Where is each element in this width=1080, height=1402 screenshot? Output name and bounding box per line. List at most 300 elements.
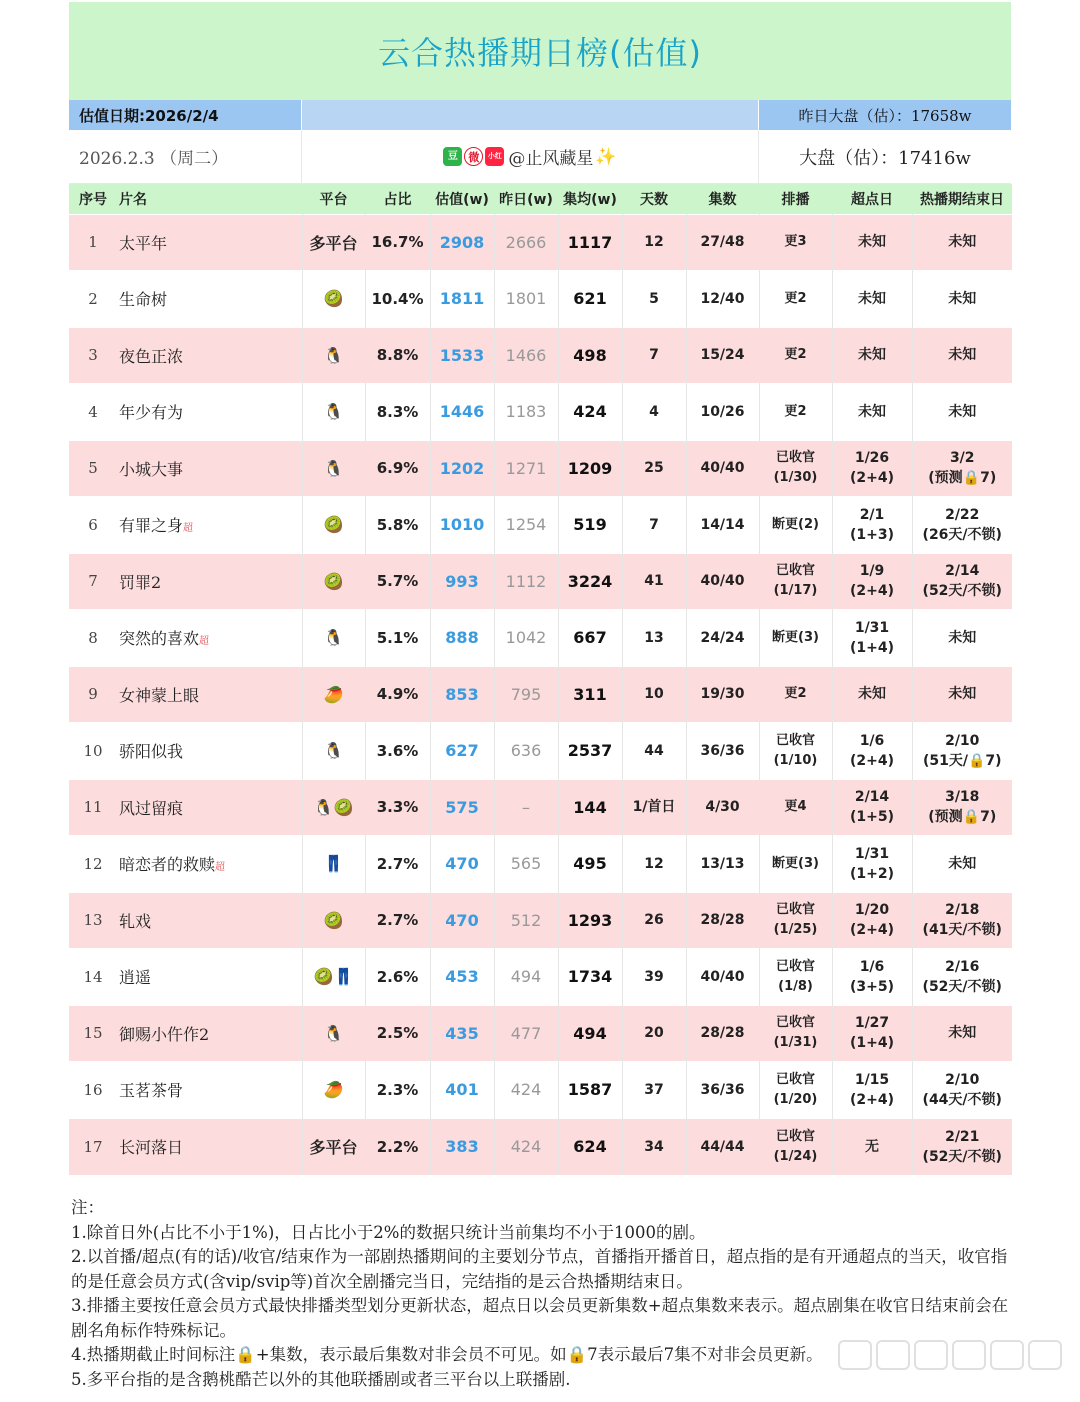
rank-number-text: 16: [83, 1080, 103, 1099]
share-ratio: [365, 1005, 430, 1062]
rank-number: [69, 1005, 117, 1062]
yesterday-value-text: 1183: [505, 402, 547, 422]
show-name: [117, 1005, 302, 1062]
days-count-text: 12: [644, 855, 664, 872]
note-line: 注：: [71, 1198, 104, 1217]
episode-average-text: 519: [573, 515, 607, 535]
share-ratio: [365, 214, 430, 271]
yesterday-value-text: 2666: [505, 232, 547, 252]
schedule-status-text: 更4: [784, 799, 807, 815]
share-ratio-text: 2.6%: [376, 967, 419, 986]
days-count-text: 1/首日: [632, 799, 676, 816]
episode-average-text: 1117: [567, 232, 613, 252]
hot-period-end: [912, 892, 1012, 949]
show-name: [117, 553, 302, 610]
hot-period-end-text: (52天/不锁): [922, 978, 1002, 995]
rank-number: [69, 214, 117, 271]
episode-count-text: 36/36: [700, 1081, 745, 1098]
platform-icon: [302, 723, 365, 780]
episode-average: [558, 327, 622, 384]
show-name-text: 轧戏: [119, 911, 152, 931]
days-count-text: 7: [649, 347, 659, 364]
estimate-value-text: 1533: [439, 345, 485, 365]
yesterday-value-text: 1254: [505, 515, 547, 535]
yesterday-value: [494, 610, 558, 667]
hot-period-end-text: 2/22: [945, 506, 980, 523]
estimate-value: [430, 723, 494, 780]
schedule-status-text: (1/8): [778, 978, 813, 994]
platform-icon-text: 🐧: [323, 628, 344, 648]
column-header: 平台: [319, 191, 348, 208]
share-ratio: [365, 440, 430, 497]
broadcast-date: 2026.2.3 （周二）: [79, 149, 229, 169]
hot-period-end-text: 2/10: [945, 1071, 980, 1088]
hot-period-end-text: 未知: [948, 855, 977, 872]
super-point-date-text: (2+4): [849, 583, 894, 600]
yesterday-value: [494, 440, 558, 497]
yesterday-market: 昨日大盘（估）：17658w: [798, 106, 972, 125]
episode-count: [686, 497, 759, 554]
super-point-date-text: 2/1: [859, 506, 885, 523]
platform-icon-text: 👖: [323, 854, 344, 874]
schedule-status-text: 更3: [784, 234, 807, 250]
episode-count-text: 28/28: [700, 912, 745, 929]
episode-count-text: 44/44: [700, 1138, 745, 1155]
days-count: [622, 497, 686, 554]
super-point-date-text: 1/6: [859, 958, 885, 975]
author-credit: [301, 130, 759, 183]
meta-row: [69, 130, 1011, 184]
schedule-status: [759, 271, 832, 328]
yesterday-value: [494, 666, 558, 723]
episode-count: [686, 1062, 759, 1119]
platform-icon: [302, 384, 365, 441]
episode-average-text: 495: [573, 854, 607, 874]
hot-period-end: [912, 1005, 1012, 1062]
show-name: [117, 779, 302, 836]
super-point-date: [832, 1005, 912, 1062]
yesterday-value: [494, 779, 558, 836]
table-row: [69, 327, 1012, 384]
share-ratio: [365, 892, 430, 949]
super-point-date: [832, 440, 912, 497]
days-count-text: 13: [644, 629, 664, 646]
days-count: [622, 836, 686, 893]
table-row: [69, 497, 1012, 554]
note-line: 4.热播期截止时间标注🔒+集数，表示最后集数对非会员不可见。如🔒7表示最后7集不对非会员更新。: [71, 1345, 823, 1364]
show-name: [117, 666, 302, 723]
show-name: [117, 1118, 302, 1175]
episode-average: [558, 836, 622, 893]
schedule-status: [759, 384, 832, 441]
episode-count: [686, 1005, 759, 1062]
episode-count: [686, 327, 759, 384]
platform-icon: [302, 1118, 365, 1175]
schedule-status-text: 更2: [784, 347, 807, 363]
episode-count-text: 27/48: [700, 234, 745, 251]
column-header: 集数: [708, 191, 737, 208]
watermark: [838, 1338, 1072, 1372]
super-point-date: [832, 666, 912, 723]
hot-period-end-text: 未知: [948, 403, 977, 420]
rank-number: [69, 666, 117, 723]
rank-number: [69, 271, 117, 328]
episode-count-text: 40/40: [700, 573, 745, 590]
rank-number-text: 5: [88, 459, 98, 478]
estimate-value: [430, 384, 494, 441]
column-header: 序号: [79, 191, 107, 208]
show-name-text: 太平年: [119, 233, 168, 253]
show-name-text: 暗恋者的救赎: [119, 855, 216, 875]
platform-icon: [302, 779, 365, 836]
estimate-value-text: 470: [445, 854, 479, 874]
super-point-date: [832, 949, 912, 1006]
episode-count: [686, 440, 759, 497]
yesterday-value-text: 1466: [505, 345, 547, 365]
share-ratio-text: 2.3%: [376, 1080, 419, 1099]
hot-period-end: [912, 779, 1012, 836]
share-ratio-text: 8.3%: [376, 402, 419, 421]
hot-period-end: [912, 553, 1012, 610]
yesterday-value-text: –: [522, 797, 530, 817]
yesterday-value-text: 494: [510, 967, 542, 987]
super-point-mark: 超: [215, 862, 226, 874]
platform-icon-text: 多平台: [309, 1138, 358, 1157]
super-point-date-text: (1+4): [849, 639, 894, 656]
column-header: 热播期结束日: [920, 191, 1004, 208]
estimate-value-text: 993: [445, 571, 479, 591]
yesterday-value: [494, 327, 558, 384]
schedule-status-text: (1/17): [773, 583, 818, 599]
episode-average-text: 2537: [567, 741, 613, 761]
super-point-date: [832, 497, 912, 554]
platform-icon: [302, 1005, 365, 1062]
super-point-date-text: 1/9: [859, 563, 885, 580]
estimate-value-text: 453: [445, 967, 479, 987]
days-count-text: 25: [644, 460, 664, 477]
episode-count-text: 24/24: [700, 629, 745, 646]
share-ratio-text: 2.2%: [376, 1137, 419, 1156]
note-line: 1.除首日外(占比不小于1%)，日占比小于2%的数据只统计当前集均不小于1000的剧。: [71, 1222, 706, 1242]
title-bar: [69, 2, 1011, 100]
yesterday-value: [494, 271, 558, 328]
rank-number: [69, 836, 117, 893]
yesterday-value-text: 1112: [505, 571, 547, 591]
rank-number-text: 14: [83, 967, 103, 986]
share-ratio: [365, 327, 430, 384]
episode-average-text: 498: [573, 345, 607, 365]
estimate-value: [430, 892, 494, 949]
super-point-date: [832, 214, 912, 271]
share-ratio: [365, 497, 430, 554]
episode-count: [686, 214, 759, 271]
platform-icon: [302, 214, 365, 271]
yesterday-value-text: 565: [510, 854, 542, 874]
episode-average: [558, 723, 622, 780]
share-ratio-text: 10.4%: [371, 289, 424, 308]
hot-period-end-text: (44天/不锁): [922, 1091, 1002, 1108]
table-row: [69, 1118, 1012, 1175]
estimate-value-text: 470: [445, 910, 479, 930]
share-ratio: [365, 553, 430, 610]
info-row: [69, 100, 1011, 130]
super-point-date: [832, 1118, 912, 1175]
episode-average-text: 1293: [567, 910, 613, 930]
table-row: [69, 610, 1012, 667]
days-count-text: 37: [644, 1081, 664, 1098]
estimate-value-text: 383: [445, 1137, 479, 1156]
show-name-text: 夜色正浓: [119, 346, 184, 366]
estimate-date: 估值日期:2026/2/4: [79, 106, 219, 125]
rank-number-text: 12: [83, 854, 103, 873]
yesterday-value: [494, 214, 558, 271]
episode-average: [558, 1005, 622, 1062]
days-count-text: 7: [649, 516, 659, 533]
rank-number-text: 15: [83, 1024, 103, 1043]
share-ratio-text: 2.7%: [376, 854, 419, 873]
schedule-status: [759, 1118, 832, 1175]
hot-period-end-text: 未知: [948, 686, 977, 703]
yesterday-value: [494, 1062, 558, 1119]
episode-count: [686, 723, 759, 780]
episode-average-text: 494: [573, 1023, 607, 1043]
share-ratio: [365, 779, 430, 836]
table-row: [69, 892, 1012, 949]
share-ratio-text: 5.7%: [376, 572, 419, 591]
show-name-text: 年少有为: [119, 403, 184, 423]
hot-period-end: [912, 384, 1012, 441]
hot-period-end-text: 2/21: [945, 1128, 980, 1145]
estimate-value-text: 853: [445, 684, 479, 704]
share-ratio-text: 6.9%: [376, 459, 419, 478]
yesterday-value: [494, 1005, 558, 1062]
super-point-date-text: 1/27: [854, 1015, 890, 1032]
super-point-date-text: 未知: [858, 347, 886, 364]
hot-period-end-text: 2/18: [945, 902, 980, 919]
show-name: [117, 1062, 302, 1119]
estimate-value: [430, 271, 494, 328]
hot-period-end-text: 未知: [948, 629, 977, 646]
schedule-status-text: 已收官: [775, 1015, 815, 1031]
yesterday-value-text: 1271: [505, 458, 547, 478]
super-point-mark: 超: [199, 636, 210, 648]
estimate-value-text: 1811: [439, 289, 485, 309]
schedule-status: [759, 497, 832, 554]
author-handle: @止风藏星: [508, 149, 594, 169]
schedule-status: [759, 214, 832, 271]
rank-number-text: 6: [88, 515, 98, 534]
show-name: [117, 497, 302, 554]
hot-period-end-text: 2/14: [945, 563, 980, 580]
hot-period-end-text: (26天/不锁): [922, 526, 1002, 543]
days-count-text: 39: [644, 968, 664, 985]
schedule-status-text: 已收官: [775, 902, 815, 918]
days-count-text: 26: [644, 912, 664, 929]
episode-average: [558, 892, 622, 949]
schedule-status: [759, 892, 832, 949]
hot-period-end-text: (51天/🔒7): [922, 752, 1002, 769]
show-name: [117, 327, 302, 384]
hot-period-end: [912, 440, 1012, 497]
platform-icon: [302, 327, 365, 384]
super-point-date-text: (2+4): [849, 470, 894, 487]
yesterday-value-text: 1042: [505, 628, 547, 648]
platform-icon-text: 🐧: [323, 345, 344, 365]
note-line: 5.多平台指的是含鹅桃酷芒以外的其他联播剧或者三平台以上联播剧.: [71, 1369, 571, 1389]
show-name-text: 有罪之身: [119, 516, 184, 536]
platform-icon-text: 🥭: [323, 684, 344, 704]
schedule-status: [759, 836, 832, 893]
super-point-date-text: (1+4): [849, 1035, 894, 1052]
table-row: [69, 836, 1012, 893]
episode-average: [558, 497, 622, 554]
episode-average-text: 667: [573, 628, 607, 648]
table-row: [69, 666, 1012, 723]
estimate-value-text: 2908: [439, 232, 485, 252]
share-ratio-text: 2.5%: [376, 1024, 419, 1043]
estimate-value: [430, 1118, 494, 1175]
show-name-text: 突然的喜欢: [119, 629, 200, 649]
schedule-status: [759, 440, 832, 497]
rank-number-text: 11: [83, 798, 103, 817]
estimate-value-text: 575: [445, 797, 479, 817]
super-point-date: [832, 271, 912, 328]
schedule-status: [759, 723, 832, 780]
episode-count: [686, 1118, 759, 1175]
share-ratio: [365, 949, 430, 1006]
schedule-status-text: (1/10): [773, 752, 818, 768]
hot-period-end-text: (预测🔒7): [928, 809, 997, 826]
episode-count-text: 13/13: [700, 855, 745, 872]
table-row: [69, 779, 1012, 836]
platform-icon: [302, 553, 365, 610]
days-count: [622, 440, 686, 497]
episode-average-text: 311: [573, 684, 607, 704]
show-name: [117, 440, 302, 497]
watermark-block: [838, 1340, 872, 1370]
episode-average: [558, 1118, 622, 1175]
share-ratio: [365, 1062, 430, 1119]
table-row: [69, 1062, 1012, 1119]
platform-icon-text: 🐧: [323, 1023, 344, 1043]
super-point-date: [832, 327, 912, 384]
episode-count-text: 15/24: [700, 347, 745, 364]
platform-icon-text: 🥝👖: [313, 967, 354, 987]
episode-average-text: 1587: [567, 1080, 613, 1100]
rank-number: [69, 610, 117, 667]
rank-number-text: 3: [88, 346, 98, 365]
hot-period-end-text: 3/18: [945, 789, 980, 806]
super-point-date-text: (2+4): [849, 752, 894, 769]
yesterday-value: [494, 723, 558, 780]
schedule-status-text: 已收官: [775, 450, 815, 466]
super-point-date-text: 1/6: [859, 732, 885, 749]
show-name-text: 罚罪2: [119, 572, 162, 592]
days-count-text: 10: [644, 686, 664, 703]
episode-average: [558, 1062, 622, 1119]
schedule-status-text: (1/24): [773, 1148, 818, 1164]
platform-icon: [302, 892, 365, 949]
hot-period-end-text: 未知: [948, 1025, 977, 1042]
super-point-date-text: 1/26: [854, 450, 890, 467]
episode-average-text: 3224: [567, 571, 613, 591]
rank-number-text: 7: [88, 572, 98, 591]
rank-number: [69, 892, 117, 949]
yesterday-value: [494, 384, 558, 441]
episode-count-text: 10/26: [700, 403, 745, 420]
xiaohongshu-icon: 小红书: [485, 147, 504, 166]
super-point-date-text: 未知: [858, 290, 886, 307]
platform-icon-text: 🥝: [323, 571, 344, 591]
rank-number: [69, 723, 117, 780]
episode-average: [558, 384, 622, 441]
platform-icon-text: 🐧: [323, 402, 344, 422]
schedule-status-text: 更2: [784, 686, 807, 702]
schedule-status-text: 更2: [784, 403, 807, 419]
info-spacer: [301, 100, 759, 130]
table-row: [69, 214, 1012, 271]
days-count: [622, 271, 686, 328]
share-ratio: [365, 384, 430, 441]
super-point-date: [832, 836, 912, 893]
hot-period-end: [912, 666, 1012, 723]
table-row: [69, 723, 1012, 780]
days-count: [622, 327, 686, 384]
show-name: [117, 892, 302, 949]
days-count: [622, 779, 686, 836]
estimate-value: [430, 1005, 494, 1062]
hot-period-end: [912, 327, 1012, 384]
schedule-status: [759, 1005, 832, 1062]
days-count-text: 4: [649, 403, 659, 420]
episode-count-text: 14/14: [700, 516, 745, 533]
hot-period-end-text: 未知: [948, 234, 977, 251]
episode-count-text: 12/40: [700, 290, 745, 307]
show-name: [117, 271, 302, 328]
super-point-date: [832, 384, 912, 441]
super-point-date-text: 未知: [858, 234, 886, 251]
watermark-block: [1028, 1340, 1062, 1370]
days-count: [622, 666, 686, 723]
episode-average: [558, 779, 622, 836]
super-point-date-text: 1/31: [854, 619, 890, 636]
column-header: 昨日(w): [499, 191, 553, 208]
estimate-value-text: 435: [445, 1023, 479, 1043]
days-count-text: 41: [644, 573, 664, 590]
episode-average-text: 1734: [567, 967, 613, 987]
show-name: [117, 214, 302, 271]
episode-average: [558, 949, 622, 1006]
days-count-text: 34: [644, 1138, 664, 1155]
hot-period-end-text: (41天/不锁): [922, 922, 1002, 939]
rank-number-text: 1: [88, 233, 98, 252]
douban-icon: 豆: [443, 147, 462, 166]
schedule-status-text: 断更(3): [772, 855, 819, 871]
episode-average-text: 1209: [567, 458, 613, 478]
super-point-date-text: 1/20: [854, 902, 890, 919]
yesterday-value-text: 636: [510, 741, 542, 761]
yesterday-value-text: 424: [510, 1137, 542, 1156]
share-ratio-text: 2.7%: [376, 911, 419, 930]
hot-period-end-text: 2/16: [945, 958, 980, 975]
schedule-status-text: (1/31): [773, 1035, 818, 1051]
days-count-text: 5: [649, 290, 659, 307]
hot-period-end: [912, 214, 1012, 271]
estimate-value-text: 888: [445, 628, 479, 648]
rank-number-text: 17: [83, 1137, 103, 1156]
super-point-date-text: 未知: [858, 403, 886, 420]
super-point-date: [832, 553, 912, 610]
